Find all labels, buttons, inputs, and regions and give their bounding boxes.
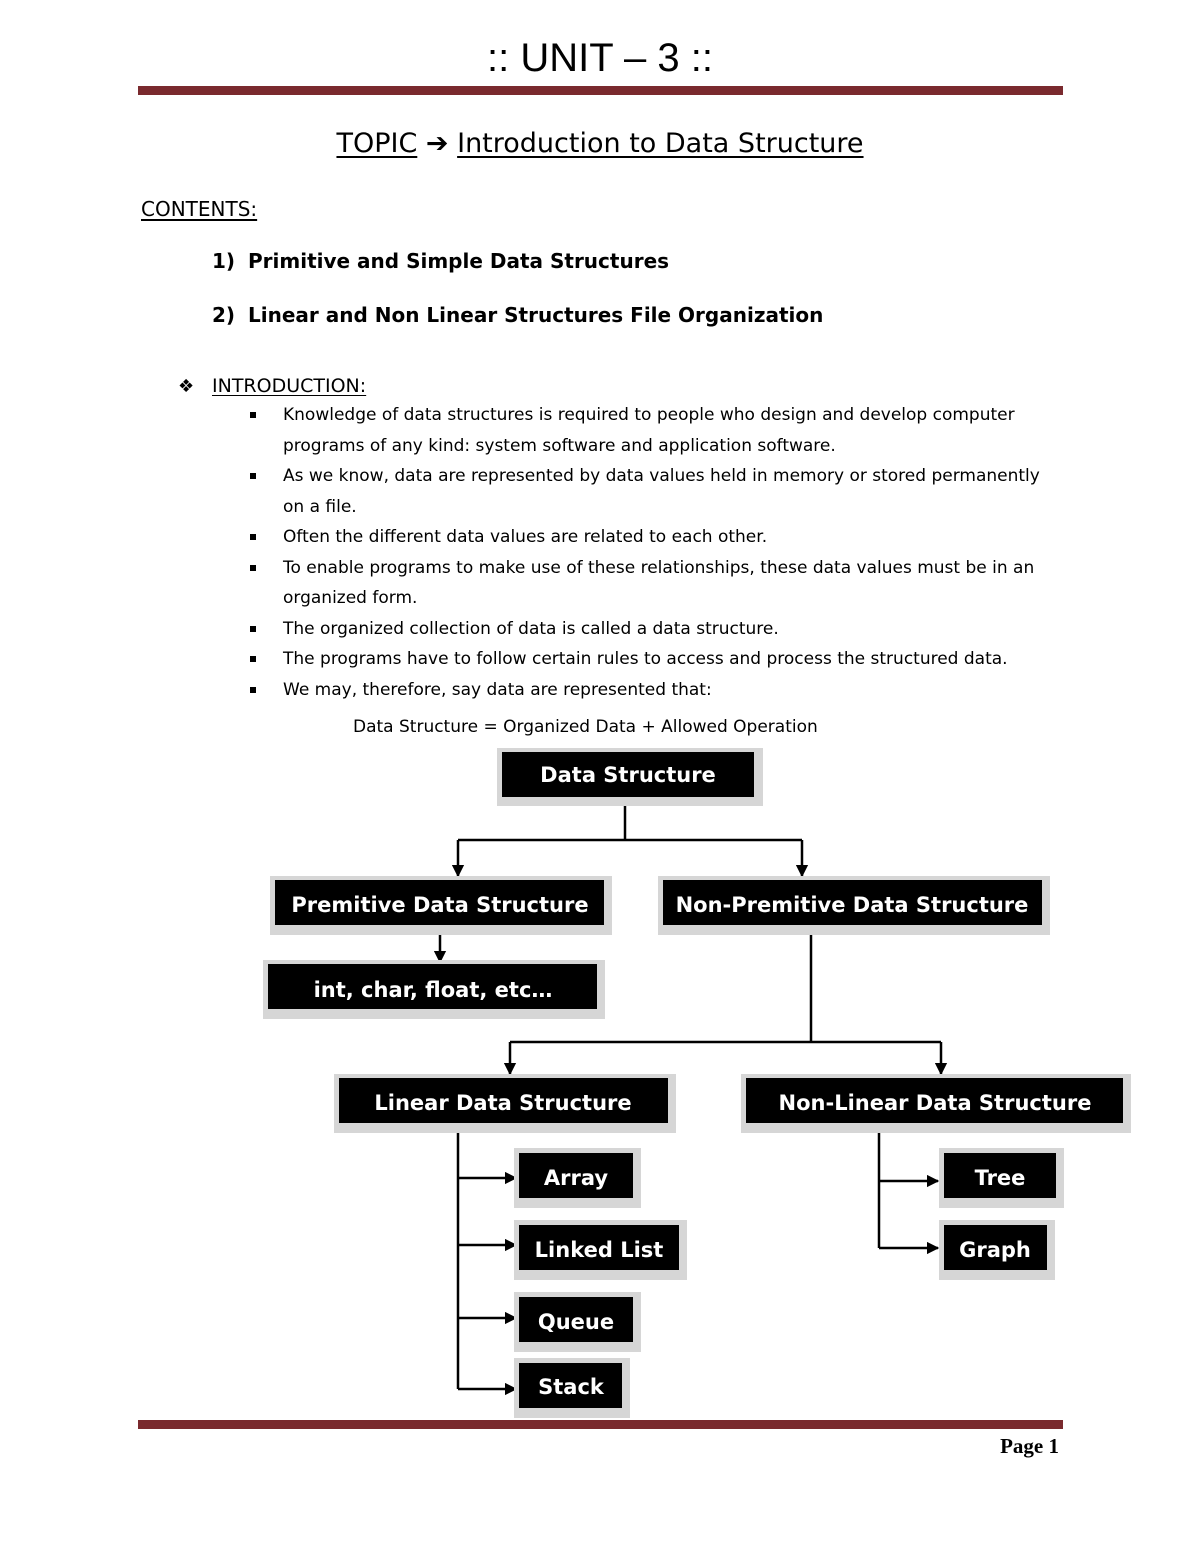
introduction-label: INTRODUCTION:: [212, 375, 367, 397]
node-label: Queue: [537, 1310, 615, 1334]
node-label: Array: [543, 1166, 609, 1190]
topic-label: TOPIC: [336, 128, 418, 159]
bullet-text: The organized collection of data is called a data structure.: [283, 618, 779, 639]
node-label: Linked List: [534, 1238, 664, 1262]
contents-item-number: 2): [212, 303, 236, 327]
node-label: Stack: [538, 1375, 604, 1399]
node-linear: [334, 1074, 676, 1133]
node-primitive-examples: [263, 960, 605, 1019]
node-tree: [939, 1148, 1064, 1208]
node-label: Graph: [959, 1238, 1031, 1262]
contents-item-text: Primitive and Simple Data Structures: [248, 249, 670, 273]
node-non-primitive: [658, 876, 1050, 935]
unit-title: :: UNIT – 3 ::: [487, 36, 713, 80]
node-label: int, char, float, etc…: [313, 978, 553, 1002]
node-label: Non-Linear Data Structure: [778, 1091, 1092, 1115]
node-label: Linear Data Structure: [374, 1091, 632, 1115]
formula: Data Structure = Organized Data + Allowed Operation: [353, 717, 818, 737]
contents-label: CONTENTS:: [141, 197, 258, 221]
node-non-linear: [741, 1074, 1131, 1133]
arrow-right-icon: ➔: [425, 128, 449, 159]
contents-item-number: 1): [212, 249, 236, 273]
bullet-text: As we know, data are represented by data values held in memory or stored permanently on a file.: [283, 466, 1040, 517]
bullet-text: The programs have to follow certain rules to access and process the structured data.: [283, 649, 1008, 669]
node-label: Premitive Data Structure: [291, 893, 589, 917]
bullet-text: Knowledge of data structures is required to people who design and develop computer programs of any kind: system software and application software.: [283, 405, 1015, 456]
node-stack: [514, 1358, 630, 1418]
bullet-text: We may, therefore, say data are represented that:: [283, 679, 712, 700]
node-queue: [514, 1292, 641, 1352]
node-linked-list: [514, 1220, 687, 1280]
node-data-structure: [497, 748, 763, 806]
node-label: Non-Premitive Data Structure: [675, 893, 1029, 917]
node-primitive: [270, 876, 612, 935]
node-graph: [939, 1220, 1055, 1280]
footer-rule: [138, 1420, 1063, 1429]
topic-text: Introduction to Data Structure: [457, 128, 864, 159]
node-label: Data Structure: [540, 763, 716, 787]
contents-item-text: Linear and Non Linear Structures File Organization: [248, 303, 824, 327]
node-label: Tree: [974, 1166, 1026, 1190]
page-number: Page 1: [1000, 1434, 1059, 1458]
bullet-text: To enable programs to make use of these relationships, these data values must be in an organized form.: [283, 557, 1035, 608]
bullet-text: Often the different data values are related to each other.: [283, 527, 768, 547]
node-array: [514, 1148, 641, 1208]
diamond-bullet-icon: ❖: [178, 376, 195, 397]
